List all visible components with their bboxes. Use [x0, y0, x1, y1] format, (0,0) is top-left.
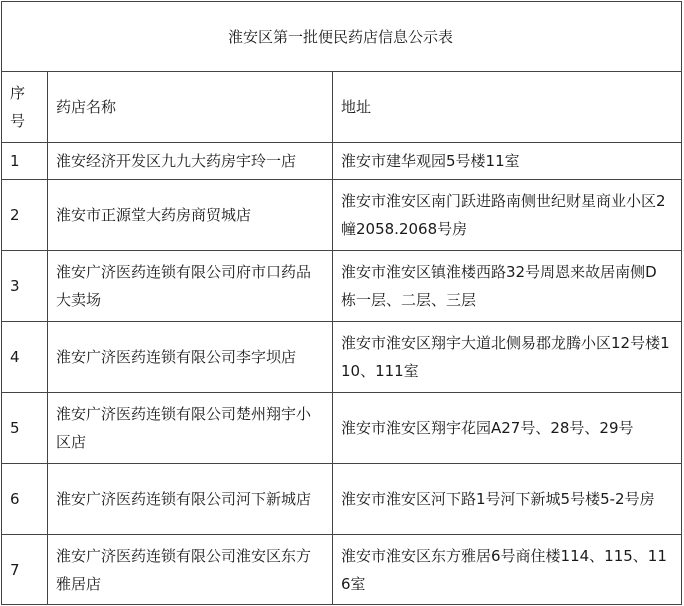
pharmacy-address: 淮安市淮安区镇淮楼西路32号周恩来故居南侧D栋一层、二层、三层 — [333, 251, 682, 322]
pharmacy-info-table — [1, 1, 682, 605]
table-row — [2, 180, 682, 251]
pharmacy-name: 淮安广济医药连锁有限公司河下新城店 — [48, 464, 333, 535]
row-no: 5 — [2, 393, 48, 464]
table-row — [2, 464, 682, 535]
pharmacy-address: 淮安市建华观园5号楼11室 — [333, 143, 682, 180]
pharmacy-name: 淮安广济医药连锁有限公司楚州翔宇小区店 — [48, 393, 333, 464]
row-no: 2 — [2, 180, 48, 251]
row-no: 1 — [2, 143, 48, 180]
pharmacy-name: 淮安市正源堂大药房商贸城店 — [48, 180, 333, 251]
pharmacy-name: 淮安广济医药连锁有限公司淮安区东方雅居店 — [48, 535, 333, 605]
table-row — [2, 393, 682, 464]
row-no: 7 — [2, 535, 48, 605]
header-no: 序号 — [2, 72, 48, 143]
pharmacy-name: 淮安广济医药连锁有限公司府市口药品大卖场 — [48, 251, 333, 322]
pharmacy-address: 淮安市淮安区东方雅居6号商住楼114、115、116室 — [333, 535, 682, 605]
header-name: 药店名称 — [48, 72, 333, 143]
table-row — [2, 143, 682, 180]
pharmacy-address: 淮安市淮安区翔宇花园A27号、28号、29号 — [333, 393, 682, 464]
table-title: 淮安区第一批便民药店信息公示表 — [2, 2, 682, 72]
header-address: 地址 — [333, 72, 682, 143]
table-row — [2, 535, 682, 605]
pharmacy-name: 淮安经济开发区九九大药房宇玲一店 — [48, 143, 333, 180]
pharmacy-address: 淮安市淮安区翔宇大道北侧易郡龙腾小区12号楼110、111室 — [333, 322, 682, 393]
table-row — [2, 251, 682, 322]
pharmacy-address: 淮安市淮安区河下路1号河下新城5号楼5-2号房 — [333, 464, 682, 535]
title-row — [2, 2, 682, 72]
pharmacy-address: 淮安市淮安区南门跃进路南侧世纪财星商业小区2幢2058.2068号房 — [333, 180, 682, 251]
row-no: 6 — [2, 464, 48, 535]
table-row — [2, 322, 682, 393]
row-no: 3 — [2, 251, 48, 322]
row-no: 4 — [2, 322, 48, 393]
header-row — [2, 72, 682, 143]
pharmacy-name: 淮安广济医药连锁有限公司李字坝店 — [48, 322, 333, 393]
